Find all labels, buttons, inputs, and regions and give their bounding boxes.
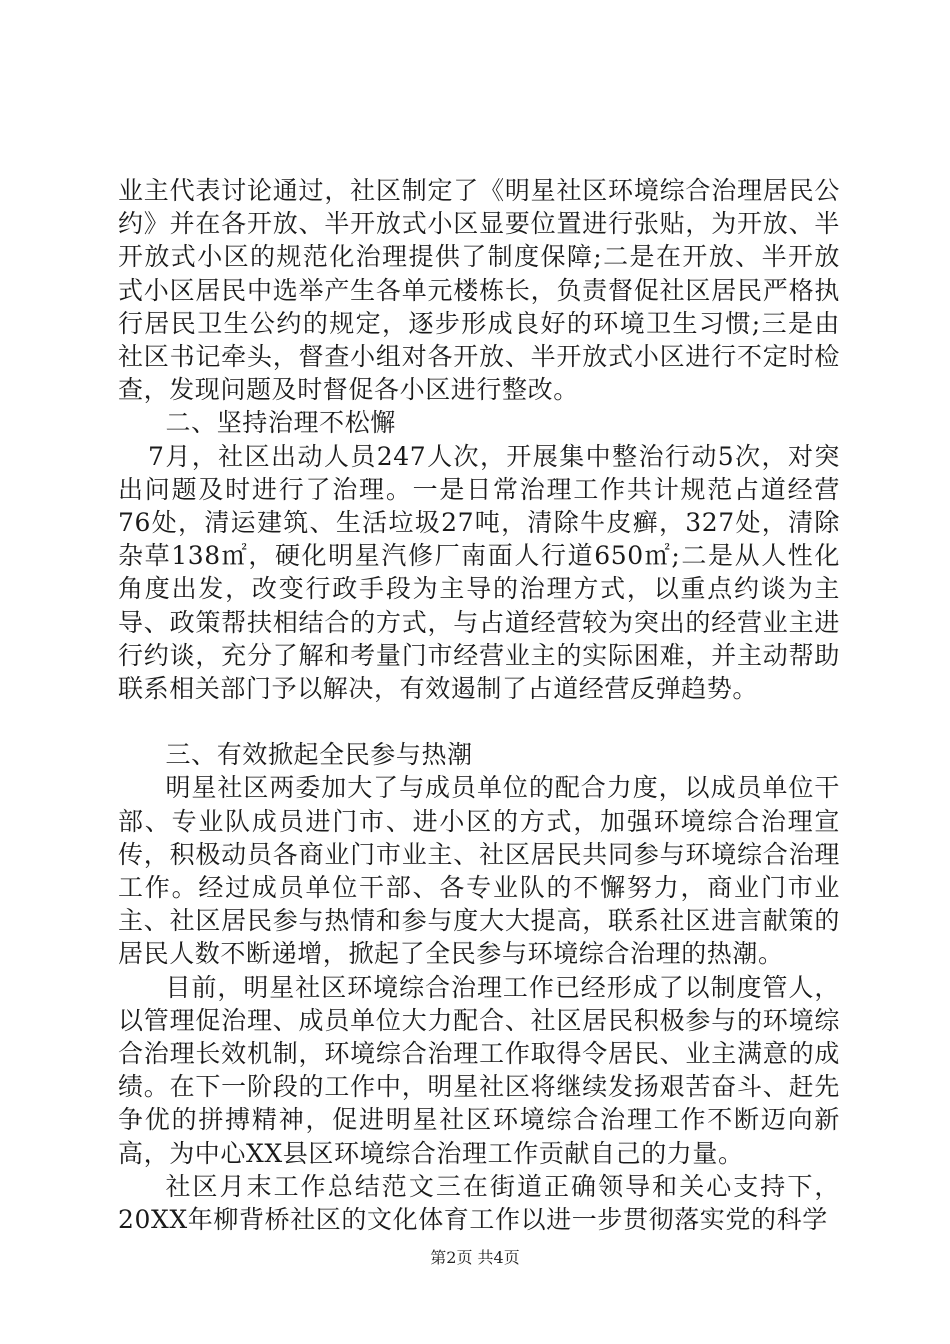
paragraph-current-status: 目前，明星社区环境综合治理工作已经形成了以制度管人，以管理促治理、成员单位大力配合、社区居民积极参与的环境综合治理长效机制，环境综合治理工作取得令居民、业主满意的成绩。在下一阶段的工作中，明星社区将继续发扬艰苦奋斗、赶先争优的拼搏精神，促进明星社区环境综合治理工作不断迈向新高，为中心XX县区环境综合治理工作贡献自己的力量。: [118, 972, 840, 1168]
page-footer: 第2页 共4页: [430, 1248, 520, 1267]
section-heading-3: 三、有效掀起全民参与热潮: [165, 740, 473, 770]
document-body: [118, 174, 840, 1236]
paragraph-july-actions: 7月，社区出动人员247人次，开展集中整治行动5次，对突出问题及时进行了治理。一是日常治理工作共计规范占道经营76处，清运建筑、生活垃圾27吨，清除牛皮癣，327处，清除杂草138㎡，硬化明星汽修厂南面人行道650㎡;二是从人性化角度出发，改变行政手段为主导的治理方式，以重点约谈为主导、政策帮扶相结合的方式，与占道经营较为突出的经营业主进行约谈，充分了解和考量门市经营业主的实际困难，并主动帮助联系相关部门予以解决，有效遏制了占道经营反弹趋势。: [118, 441, 840, 704]
paragraph-participation: 明星社区两委加大了与成员单位的配合力度，以成员单位干部、专业队成员进门市、进小区的方式，加强环境综合治理宣传，积极动员各商业门市业主、社区居民共同参与环境综合治理工作。经过成员单位干部、各专业队的不懈努力，商业门市业主、社区居民参与热情和参与度大大提高，联系社区进言献策的居民人数不断递增，掀起了全民参与环境综合治理的热潮。: [118, 773, 840, 969]
paragraph-gap: [118, 705, 840, 738]
section-heading-2: 二、坚持治理不松懈: [165, 408, 396, 438]
paragraph-public-convention: 业主代表讨论通过，社区制定了《明星社区环境综合治理居民公约》并在各开放、半开放式小区显要位置进行张贴，为开放、半开放式小区的规范化治理提供了制度保障;二是在开放、半开放式小区居民中选举产生各单元楼栋长，负责督促社区居民严格执行居民卫生公约的规定，逐步形成良好的环境卫生习惯;三是由社区书记牵头，督查小组对各开放、半开放式小区进行不定时检查，发现问题及时督促各小区进行整改。: [118, 176, 840, 405]
paragraph-summary-sample-3: 社区月末工作总结范文三在街道正确领导和关心支持下，20XX年柳背桥社区的文化体育工作以进一步贯彻落实党的科学: [118, 1171, 840, 1235]
